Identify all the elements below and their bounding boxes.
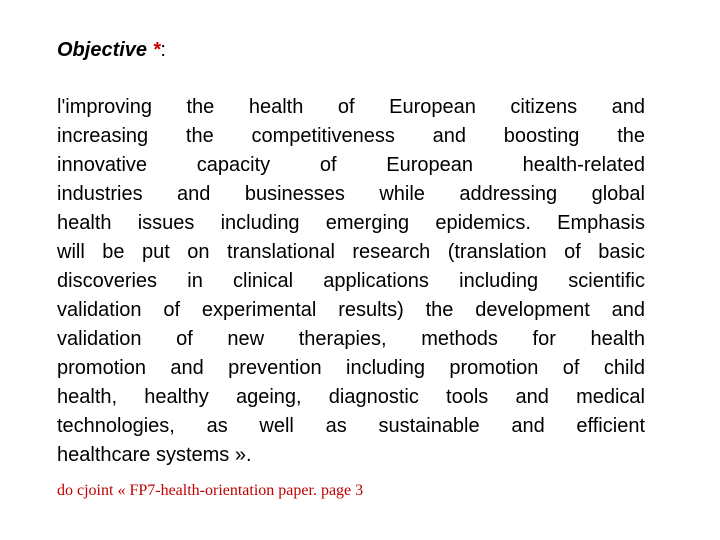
objective-line: validation of experimental results) the development and: [57, 299, 645, 321]
objective-line: industries and businesses while addressing global: [57, 183, 645, 205]
objective-heading: [57, 36, 166, 64]
objective-line: l'improving the health of European citizens and: [57, 96, 645, 118]
objective-line: promotion and prevention including promotion of child: [57, 357, 645, 379]
heading-colon: :: [160, 39, 166, 61]
heading-label: Objective: [57, 39, 148, 61]
objective-line: health, healthy ageing, diagnostic tools and medical: [57, 386, 645, 408]
objective-line: increasing the competitiveness and boosting the: [57, 125, 645, 147]
objective-line: innovative capacity of European health-related: [57, 154, 645, 176]
objective-line: health issues including emerging epidemics. Emphasis: [57, 212, 645, 234]
objective-line: will be put on translational research (translation of basic: [57, 241, 645, 263]
source-citation: do cjoint « FP7-health-orientation paper. page 3: [57, 482, 364, 499]
required-star: *: [147, 39, 161, 61]
objective-text: [57, 93, 645, 470]
objective-line: validation of new therapies, methods for health: [57, 328, 645, 350]
objective-line: healthcare systems ».: [57, 444, 252, 466]
objective-line: technologies, as well as sustainable and efficient: [57, 415, 645, 437]
objective-line: discoveries in clinical applications including scientific: [57, 270, 645, 292]
